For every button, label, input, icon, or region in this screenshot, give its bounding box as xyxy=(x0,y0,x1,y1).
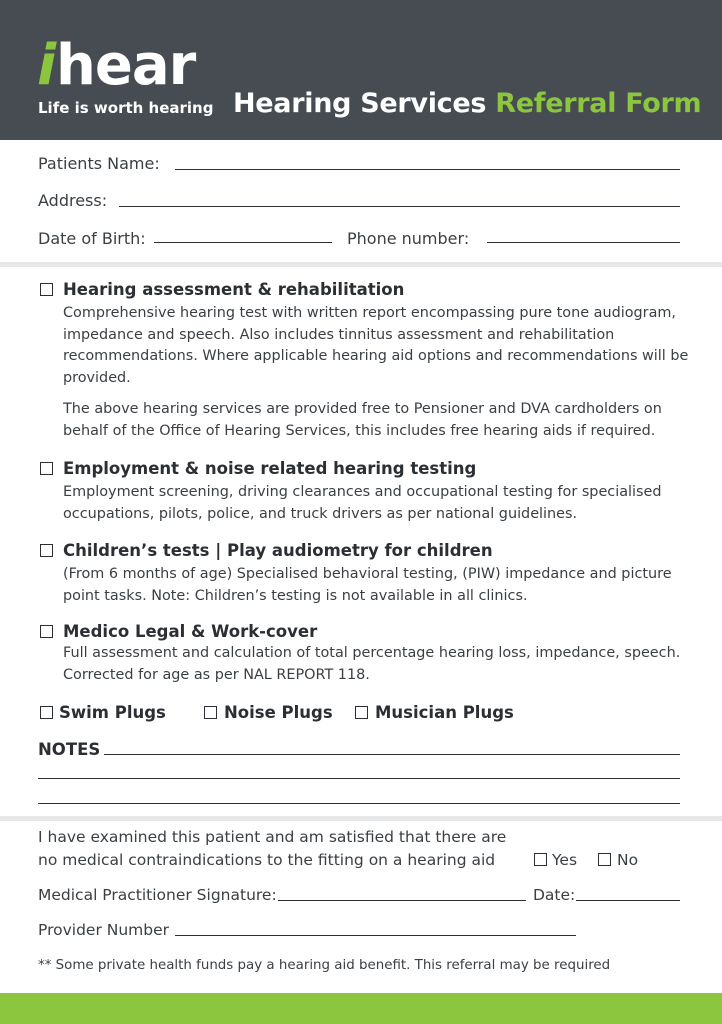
provider-number-label: Provider Number xyxy=(38,921,170,939)
section-divider xyxy=(0,816,722,821)
service-description: (From 6 months of age) Specialised behavioral testing, (PIW) impedance and picture point tasks. Note: Children’s testing is not available in all clinics. xyxy=(63,566,672,604)
header-banner xyxy=(0,0,722,140)
dob-label: Date of Birth: xyxy=(38,229,146,248)
practitioner-statement-line1: I have examined this patient and am satisfied that there are xyxy=(38,828,507,846)
musician-plugs-label: Musician Plugs xyxy=(375,703,514,722)
service-description: Comprehensive hearing test with written report encompassing pure tone audiogram, impedance and speech. Also includes tinnitus assessment and rehabilitation recommendations. Where applicable hearing aid options and recommendations will be provided. xyxy=(63,305,689,386)
practitioner-statement-line2: no medical contraindications to the fitting on a hearing aid xyxy=(38,851,496,869)
no-label: No xyxy=(617,851,639,869)
phone-label: Phone number: xyxy=(347,229,470,248)
checkbox-musician-plugs[interactable] xyxy=(355,706,368,719)
checkbox-medico-legal[interactable] xyxy=(40,625,53,638)
page-title-part2: Referral Form xyxy=(495,88,702,119)
address-label: Address: xyxy=(38,191,108,210)
dob-field[interactable] xyxy=(154,242,332,243)
service-title: Children’s tests | Play audiometry for children xyxy=(63,541,493,560)
footnote: ** Some private health funds pay a hearing aid benefit. This referral may be required xyxy=(38,958,611,973)
swim-plugs-label: Swim Plugs xyxy=(59,703,166,722)
section-divider xyxy=(0,262,722,267)
logo-letter-i: i xyxy=(37,33,57,98)
yes-label: Yes xyxy=(552,851,578,869)
checkbox-noise-plugs[interactable] xyxy=(204,706,217,719)
notes-line[interactable] xyxy=(104,754,680,755)
patient-name-field[interactable] xyxy=(175,169,680,170)
address-field[interactable] xyxy=(119,206,680,207)
checkbox-yes[interactable] xyxy=(534,853,547,866)
checkbox-no[interactable] xyxy=(598,853,611,866)
logo-tagline: Life is worth hearing xyxy=(38,99,214,117)
service-description: Employment screening, driving clearances and occupational testing for specialised occupations, pilots, police, and truck drivers as per national guidelines. xyxy=(63,484,662,522)
signature-field[interactable] xyxy=(278,900,526,901)
checkbox-swim-plugs[interactable] xyxy=(40,706,53,719)
date-label: Date: xyxy=(533,886,576,904)
page-title xyxy=(233,88,701,119)
notes-label: NOTES xyxy=(38,740,101,759)
checkbox-childrens-tests[interactable] xyxy=(40,544,53,557)
checkbox-hearing-assessment[interactable] xyxy=(40,283,53,296)
service-title: Hearing assessment & rehabilitation xyxy=(63,280,405,299)
provider-number-field[interactable] xyxy=(175,935,576,936)
service-title: Medico Legal & Work-cover xyxy=(63,622,318,641)
signature-label: Medical Practitioner Signature: xyxy=(38,886,277,904)
notes-line[interactable] xyxy=(38,778,680,779)
date-field[interactable] xyxy=(576,900,680,901)
phone-field[interactable] xyxy=(487,242,680,243)
noise-plugs-label: Noise Plugs xyxy=(224,703,333,722)
service-note: The above hearing services are provided free to Pensioner and DVA cardholders on behalf of the Office of Hearing Services, this includes free hearing aids if required. xyxy=(63,401,662,439)
page-title-part1: Hearing Services xyxy=(233,88,487,119)
patient-name-label: Patients Name: xyxy=(38,154,160,173)
service-title: Employment & noise related hearing testing xyxy=(63,459,477,478)
footer-bar xyxy=(0,993,722,1024)
logo-wordmark: hear xyxy=(56,33,196,98)
checkbox-employment-testing[interactable] xyxy=(40,462,53,475)
notes-line[interactable] xyxy=(38,803,680,804)
service-description: Full assessment and calculation of total percentage hearing loss, impedance, speech. Corrected for age as per NAL REPORT 118. xyxy=(63,645,681,683)
